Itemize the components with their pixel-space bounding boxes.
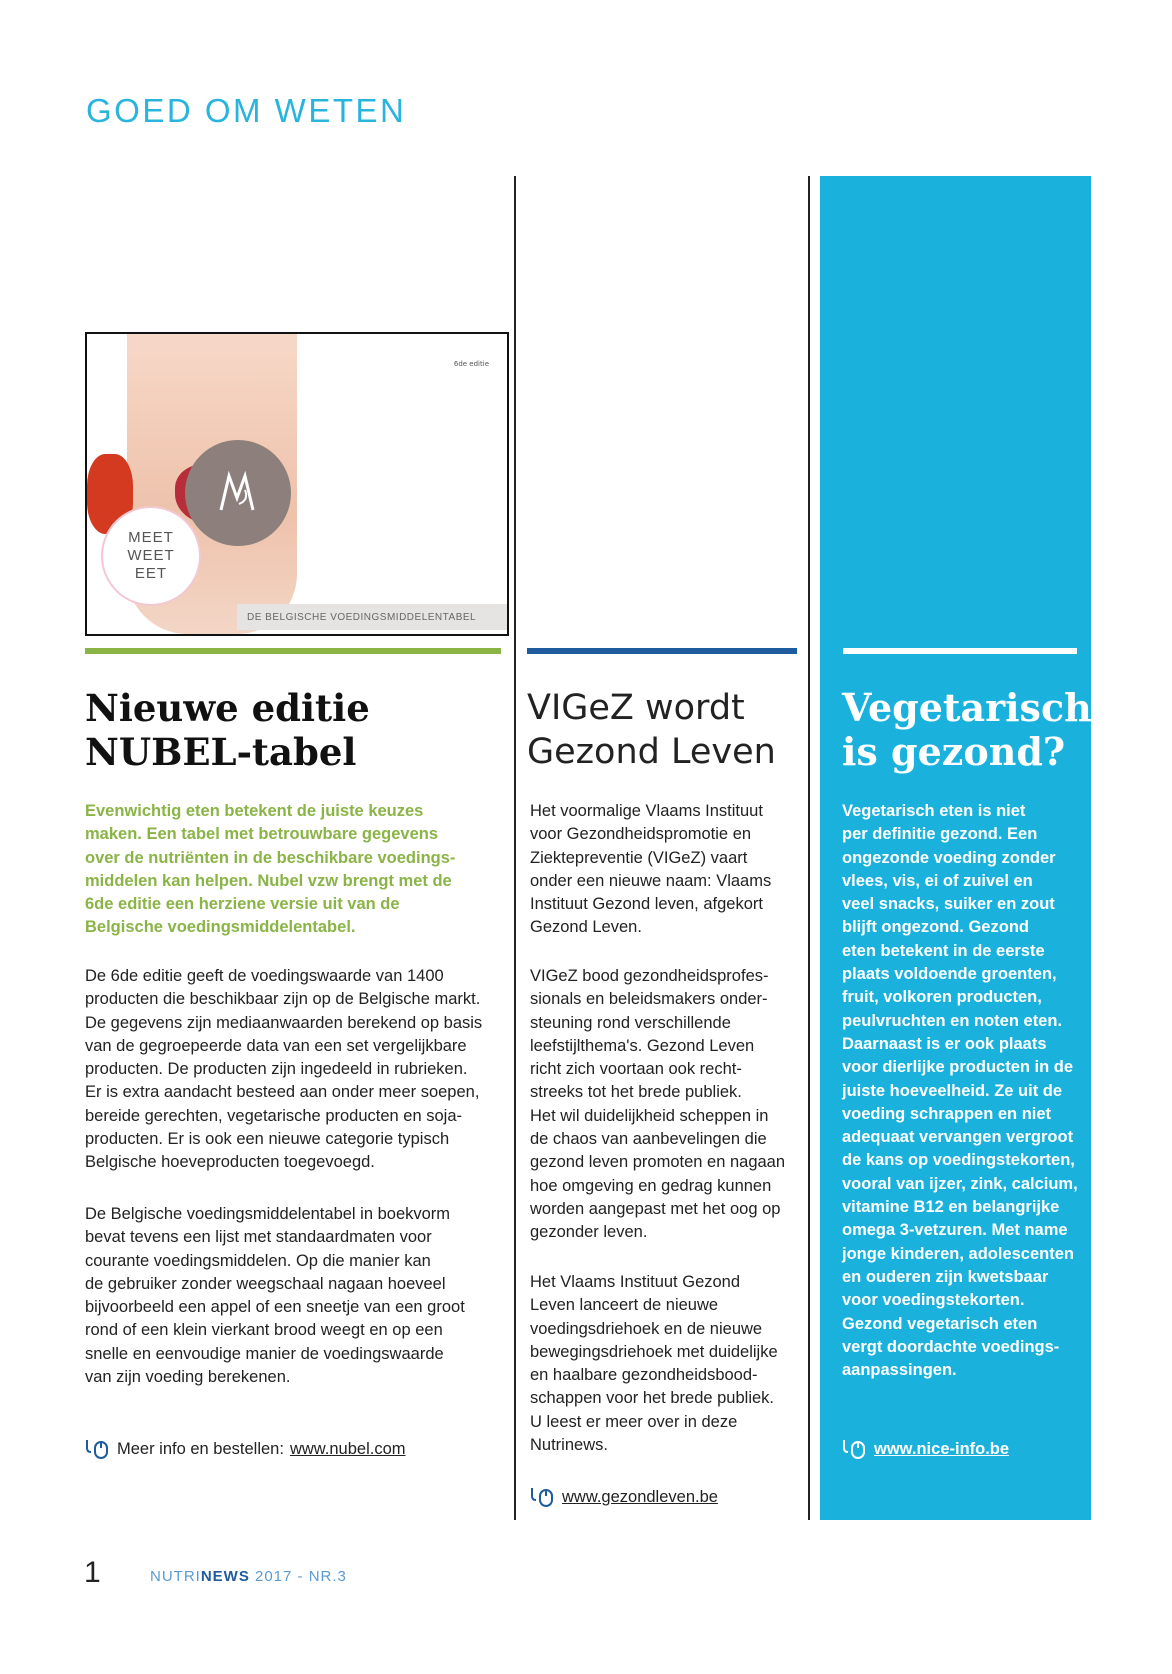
nice-info-link[interactable]: www.nice-info.be — [874, 1439, 1010, 1458]
col1-link-prefix: Meer info en bestellen: — [117, 1439, 284, 1458]
col3-body: Vegetarisch eten is niet per definitie gezond. Een ongezonde voeding zonder vlees, vis, ei of zuivel en veel snacks, suiker en zout blijft ongezond. Gezond eten betekent in de eerste plaats voldoende groenten, fruit, volkoren producten, peulvruchten en noten eten. Daarnaast is er ook plaats voor dierlijke producten in de juiste hoeveelheid. Ze uit de voeding schrappen en niet adequaat vervangen vergroot de kans op voedingstekorten, vooral van ijzer, zink, calcium, vitamine B12 en belangrijke omega 3-vetzuren. Met name jonge kinderen, adolescenten en ouderen zijn kwetsbaar voor voedingstekorten. Gezond vegetarisch eten vergt doordachte voedings- aanpassingen. — [842, 802, 1078, 1380]
mouse-click-icon — [85, 1438, 111, 1460]
gezondleven-link[interactable]: www.gezondleven.be — [562, 1487, 718, 1506]
col1-lead: Evenwichtig eten betekent de juiste keuzes maken. Een tabel met betrouwbare gegevens over de nutriënten in de beschikbare voedings- middelen kan helpen. Nubel vzw brengt met de 6de editie een herziene versie uit van de Belgische voedingsmiddelentabel. — [85, 802, 456, 937]
column-divider-left — [514, 176, 516, 1520]
col1-paragraph-2: De Belgische voedingsmiddelentabel in boekvorm bevat tevens een lijst met standaardmaten voor courante voedingsmiddelen. Op die manier kan de gebruiker zonder weegschaal nagaan hoeveel bijvoorbeeld een appel of een sneetje van een groot rond of een klein vierkant brood weegt en op een snelle en eenvoudige manier de voedingswaarde van zijn voeding berekenen. — [85, 1205, 465, 1387]
footer-brand: NUTRINEWS 2017 - NR.3 — [150, 1568, 347, 1585]
section-title: GOED OM WETEN — [86, 92, 407, 129]
col2-paragraph-1: Het voormalige Vlaams Instituut voor Gezondheidspromotie en Ziektepreventie (VIGeZ) vaart onder een nieuwe naam: Vlaams Instituut Gezond leven, afgekort Gezond Leven. — [530, 802, 772, 937]
meet-weet-eet-logo — [101, 506, 201, 606]
col3-accent-bar — [843, 648, 1077, 654]
col1-link-row — [85, 1438, 406, 1460]
nubel-logo — [185, 440, 291, 546]
mouse-click-icon — [842, 1438, 868, 1460]
nubel-logo-icon — [215, 470, 261, 516]
col2-accent-bar — [527, 648, 797, 654]
logo-line-eet: EET — [134, 565, 168, 582]
mouse-click-icon — [530, 1486, 556, 1508]
book-caption: DE BELGISCHE VOEDINGSMIDDELENTABEL — [237, 604, 507, 630]
col1-paragraph-1: De 6de editie geeft de voedingswaarde van 1400 producten die beschikbaar zijn op de Belgische markt. De gegevens zijn mediaanwaarden berekend op basis van de gegroepeerde data van een set vergelijkbare producten. De producten zijn ingedeeld in rubrieken. Er is extra aandacht besteed aan onder meer soepen, bereide gerechten, vegetarische producten en soja- producten. Er is ook een nieuwe categorie typisch Belgische hoeveproducten toegevoegd. — [85, 967, 483, 1172]
nubel-book-cover — [85, 332, 509, 636]
column-divider-right — [808, 176, 810, 1520]
col1-accent-bar — [85, 648, 501, 654]
col2-link-row — [530, 1486, 718, 1508]
col2-paragraph-3: Het Vlaams Instituut Gezond Leven lanceert de nieuwe voedingsdriehoek en de nieuwe bewegingsdriehoek met duidelijke en haalbare gezondheidsbood- schappen voor het brede publiek. U leest er meer over in deze Nutrinews. — [530, 1273, 778, 1455]
logo-line-meet: MEET — [128, 529, 174, 546]
col3-title: Vegetarisch is gezond? — [842, 685, 1092, 774]
page-number: 1 — [84, 1556, 101, 1589]
logo-line-weet: WEET — [127, 547, 175, 564]
edition-label: 6de editie — [453, 360, 489, 368]
col1-title: Nieuwe editie NUBEL-tabel — [85, 686, 370, 774]
col2-title: VIGeZ wordt Gezond Leven — [527, 688, 776, 772]
col3-link-row — [842, 1438, 1009, 1460]
nubel-link[interactable]: www.nubel.com — [289, 1439, 406, 1458]
col2-paragraph-2: VIGeZ bood gezondheidsprofes- sionals en beleidsmakers onder- steuning rond verschillende leefstijlthema's. Gezond Leven richt zich voortaan ook recht- streeks tot het brede publiek. Het wil duidelijkheid scheppen in de chaos van aanbevelingen die gezond leven promoten en nagaan hoe omgeving en gedrag kunnen worden aangepast met het oog op gezonder leven. — [530, 967, 786, 1242]
